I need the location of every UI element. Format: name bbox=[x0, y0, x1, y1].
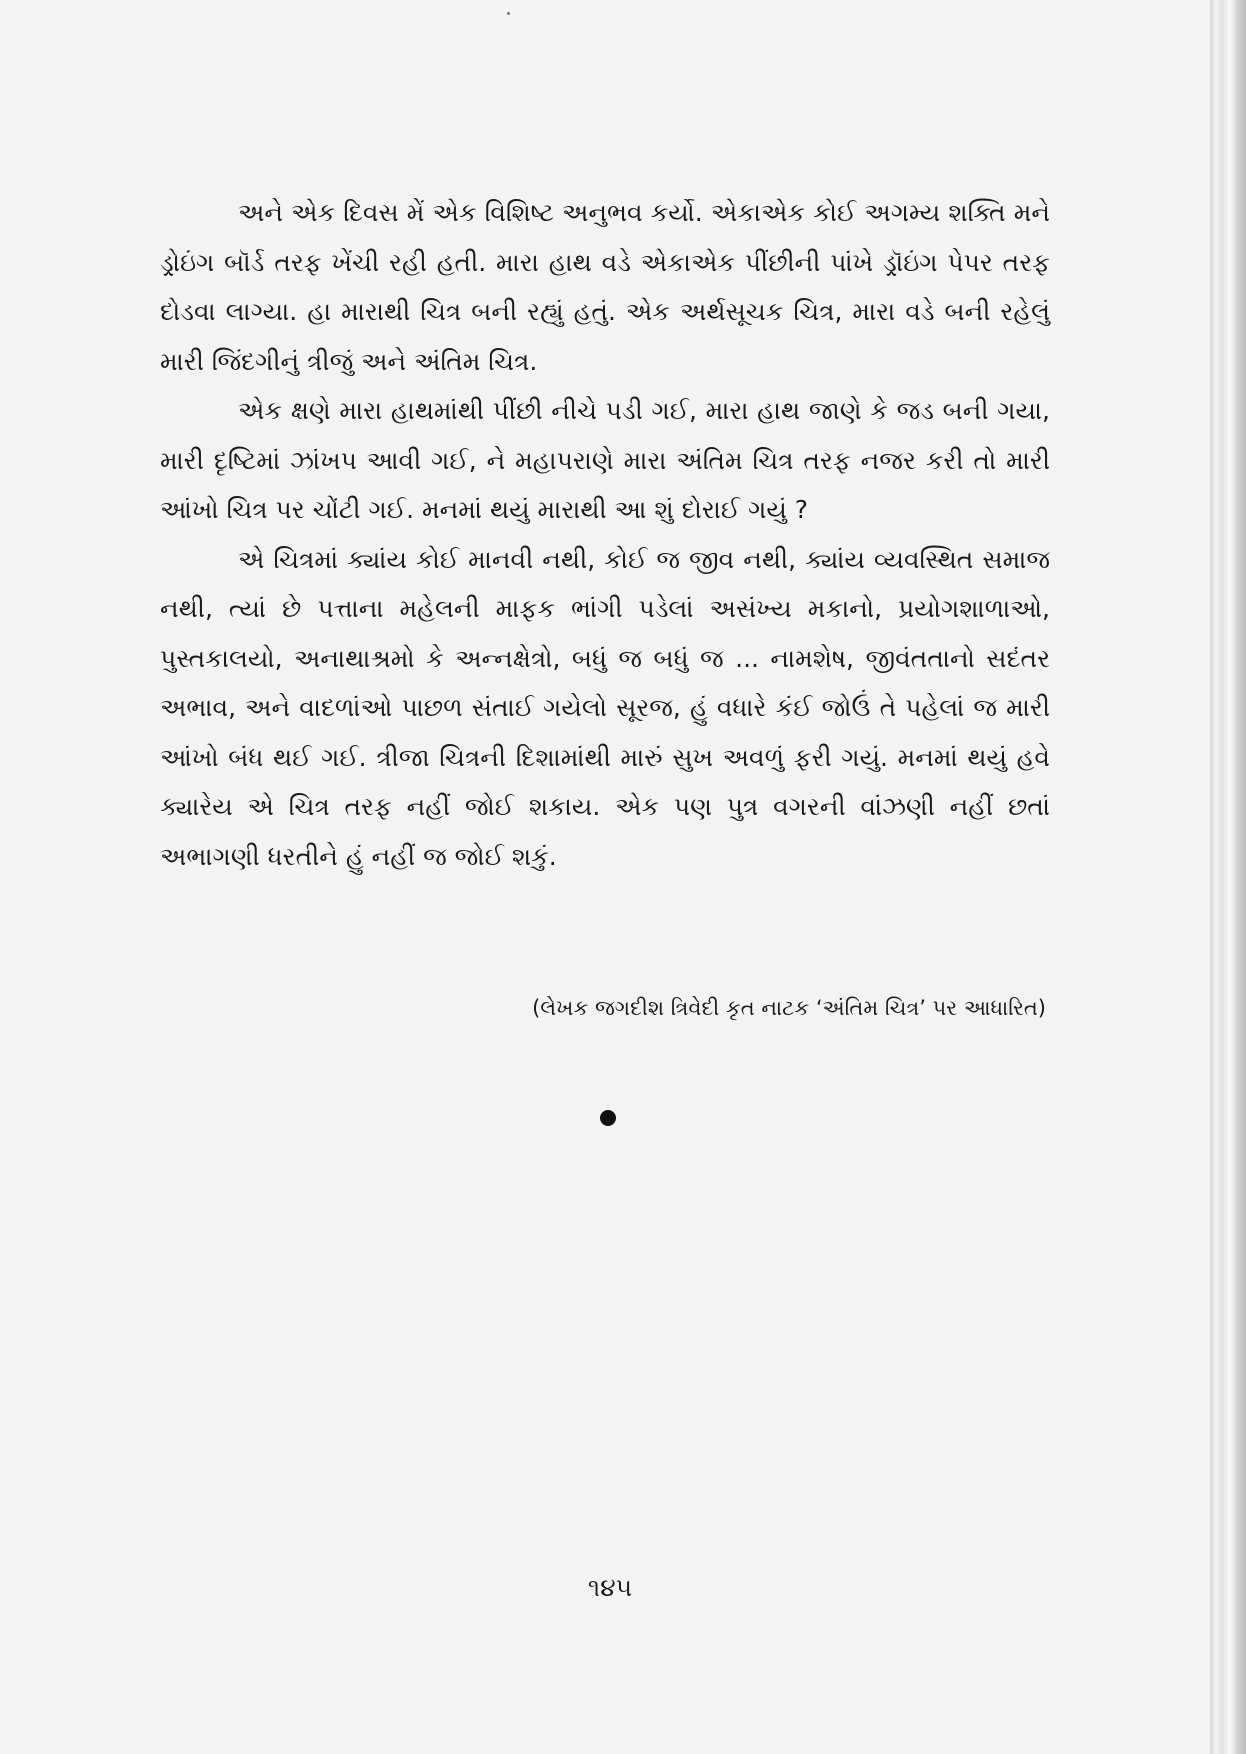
paragraph: એ ચિત્રમાં ક્યાંય કોઈ માનવી નથી, કોઈ જ જીવ નથી, ક્યાંય વ્યવસ્થિત સમાજ નથી, ત્યાં છે પત્તાના મહેલની માફક ભાંગી પડેલાં અસંખ્ય મકાનો, પ્રયોગશાળાઓ, પુસ્તકાલયો, અનાથાશ્રમો કે અન્નક્ષેત્રો, બધું જ બધું જ ... નામશેષ, જીવંતતાનો સદંતર અભાવ, અને વાદળાંઓ પાછળ સંતાઈ ગયેલો સૂરજ, હું વધારે કંઈ જોઉં તે પહેલાં જ મારી આંખો બંધ થઈ ગઈ. ત્રીજા ચિત્રની દિશામાંથી મારું સુખ અવળું ફરી ગયું. મનમાં થયું હવે ક્યારેય એ ચિત્ર તરફ નહીં જોઈ શકાય. એક પણ પુત્ર વગરની વાંઝણી નહીં છતાં અભાગણી ધરતીને હું નહીં જ જોઈ શકું. bbox=[160, 544, 1050, 871]
body-text bbox=[160, 188, 1050, 881]
page-edge bbox=[1210, 0, 1246, 1754]
section-end-bullet bbox=[600, 1110, 616, 1126]
paragraph: અને એક દિવસ મેં એક વિશિષ્ટ અનુભવ કર્યો. એકાએક કોઈ અગમ્ય શક્તિ મને ડ્રોઇંગ બૉર્ડ તરફ ખેંચી રહી હતી. મારા હાથ વડે એકાએક પીંછીની પાંખે ડ્રૉઇંગ પેપર તરફ દોડવા લાગ્યા. હા મારાથી ચિત્ર બની રહ્યું હતું. એક અર્થસૂચક ચિત્ર, મારા વડે બની રહેલું મારી જિંદગીનું ત્રીજું અને અંતિમ ચિત્ર. bbox=[160, 198, 1050, 376]
source-citation: (લેખક જગદીશ ત્રિવેદી કૃત નાટક ‘અંતિમ ચિત્ર’ પર આધારિત) bbox=[532, 996, 1046, 1020]
page-speck bbox=[507, 12, 510, 15]
paragraph: એક ક્ષણે મારા હાથમાંથી પીંછી નીચે પડી ગઈ, મારા હાથ જાણે કે જડ બની ગયા, મારી દૃષ્ટિમાં ઝાંખપ આવી ગઈ, ને મહાપરાણે મારા અંતિમ ચિત્ર તરફ નજર કરી તો મારી આંખો ચિત્ર પર ચોંટી ગઈ. મનમાં થયું મારાથી આ શું દોરાઈ ગયું ? bbox=[160, 396, 1050, 524]
page-number: ૧૪૫ bbox=[587, 1573, 633, 1602]
